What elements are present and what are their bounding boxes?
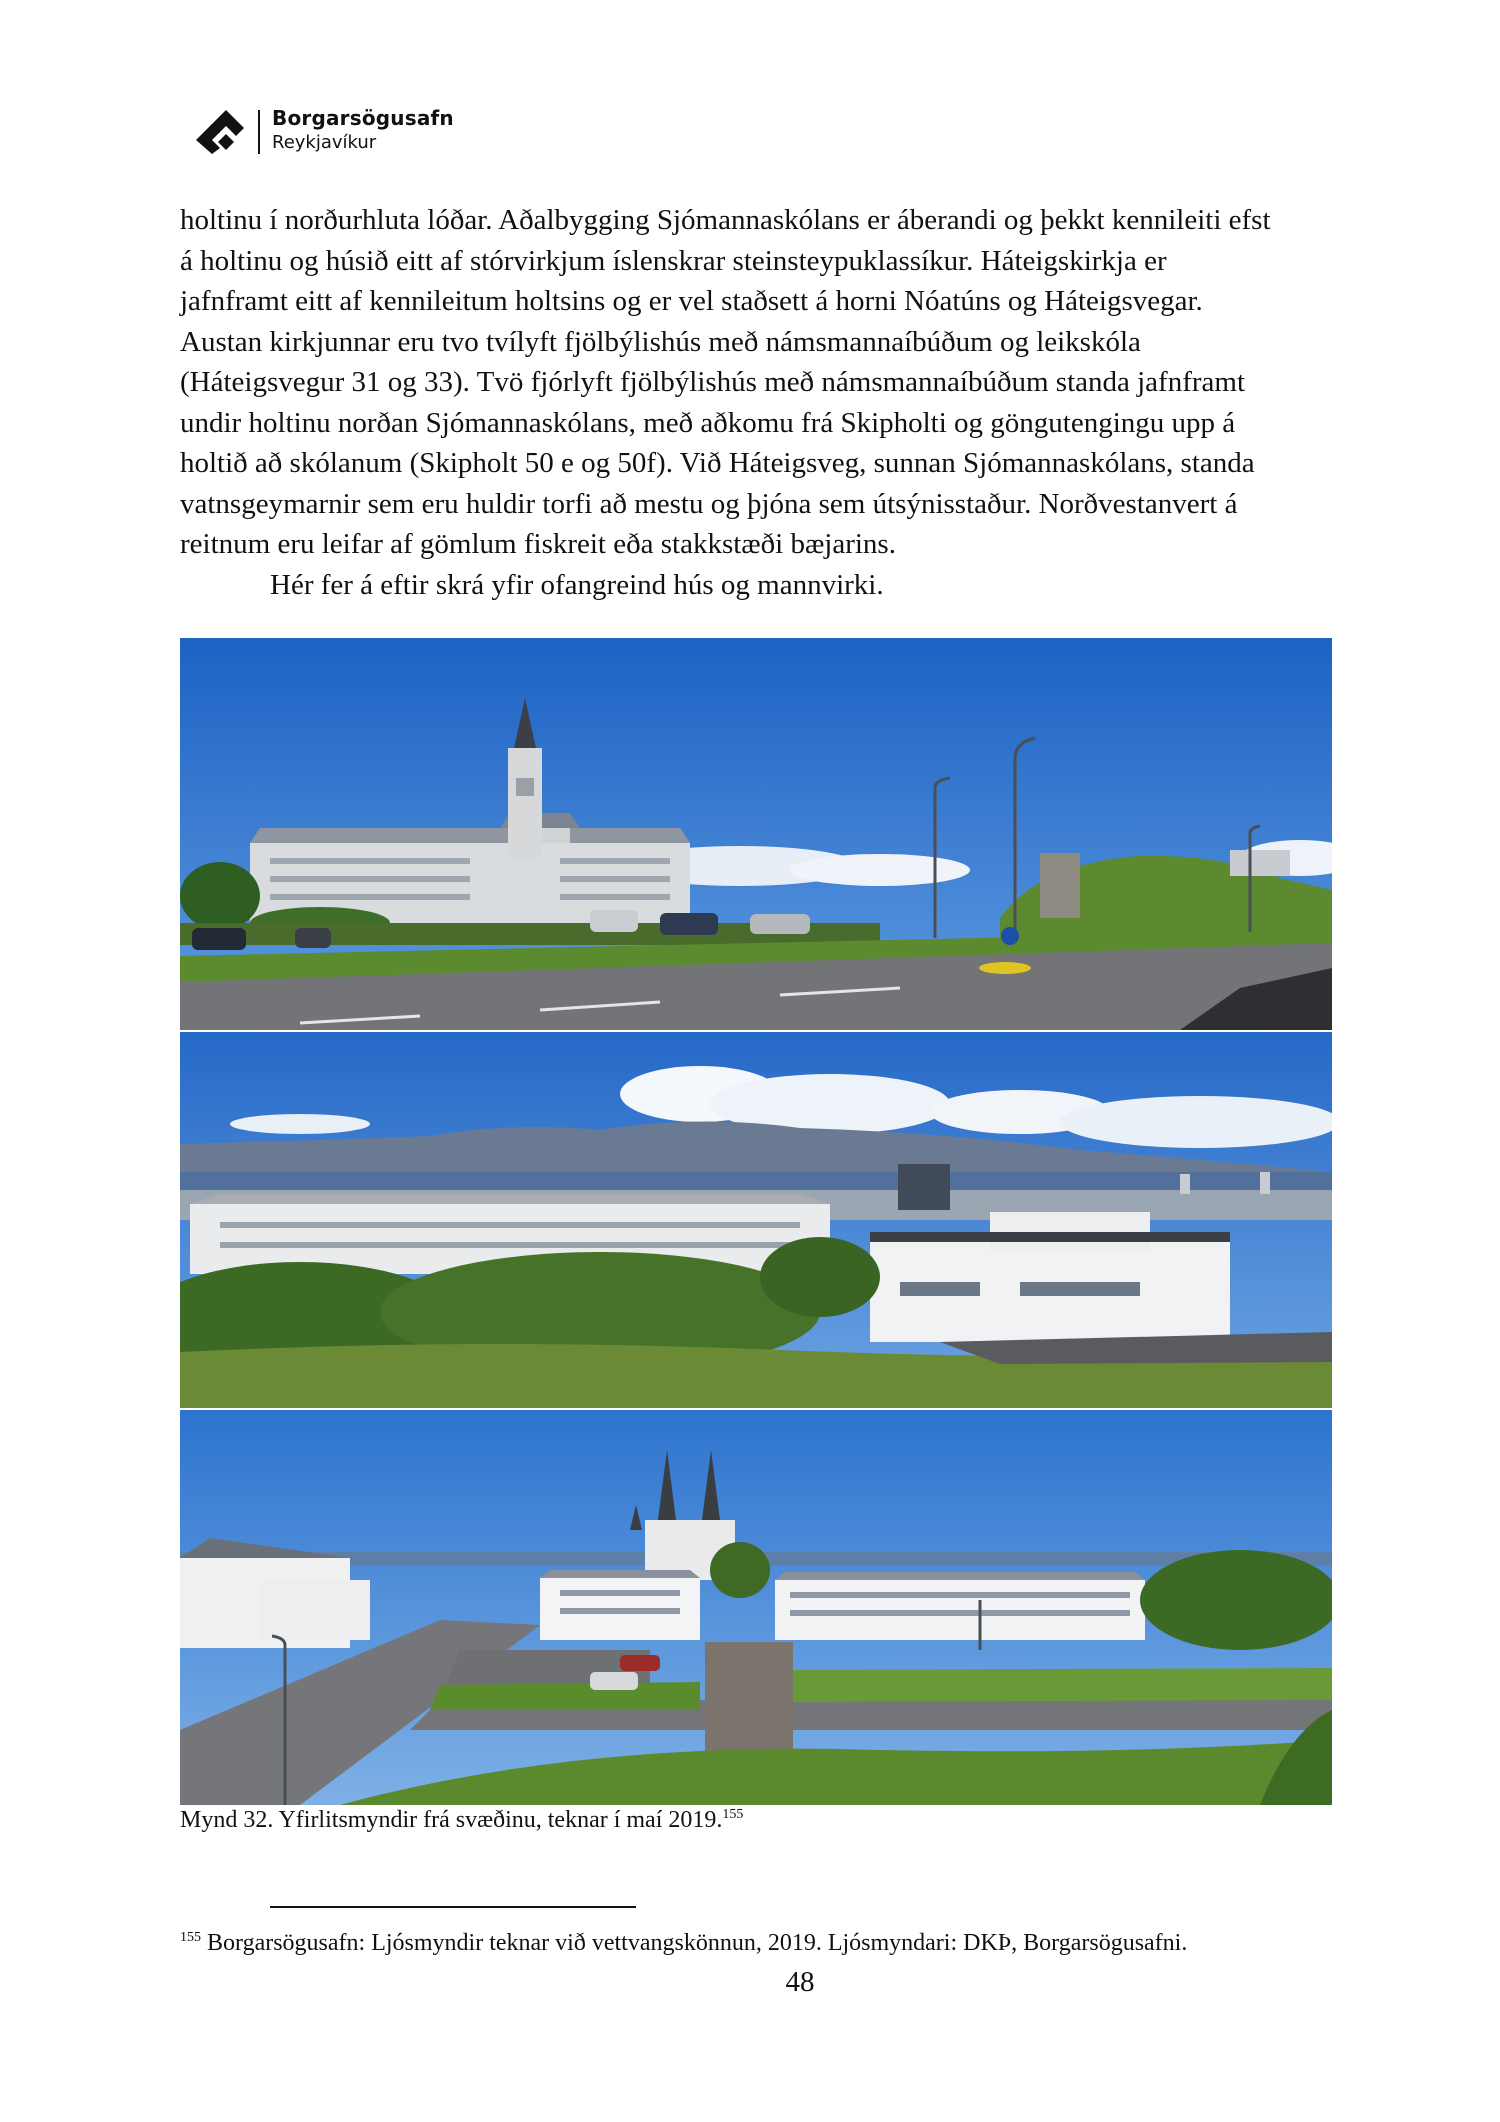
- logo-subtitle: Reykjavíkur: [272, 132, 377, 153]
- logo-divider: [258, 110, 260, 154]
- photo-panorama-mountains: [180, 1032, 1332, 1408]
- body-line: undir holtinu norðan Sjómannaskólans, með aðkomu frá Skipholti og göngutengingu upp á: [180, 406, 1236, 439]
- body-line: vatnsgeymarnir sem eru huldir torfi að mestu og þjóna sem útsýnisstaður. Norðvestanvert á: [180, 487, 1238, 520]
- body-line: jafnframt eitt af kennileitum holtsins og er vel staðsett á horni Nóatúns og Háteigsvegar.: [180, 285, 1203, 317]
- body-line: (Háteigsvegur 31 og 33). Tvö fjórlyft fjölbýlishús með námsmannaíbúðum standa jafnframt: [180, 366, 1245, 398]
- photo-hateigskirkja-view: [180, 1410, 1332, 1805]
- body-text: [180, 200, 1340, 605]
- footnote-number: 155: [180, 1930, 201, 1945]
- body-line: á holtinu og húsið eitt af stórvirkjum íslenskrar steinsteypuklassíkur. Háteigskirkja er: [180, 244, 1167, 277]
- body-paragraph: [180, 200, 1340, 605]
- figure-caption: [180, 1807, 743, 1834]
- caption-footnote-ref: 155: [722, 1807, 744, 1822]
- logo-name: Borgarsögusafn: [272, 106, 454, 130]
- footnote-text: Borgarsögusafn: Ljósmyndir teknar við vettvangskönnun, 2019. Ljósmyndari: DKÞ, Borgarsögusafni.: [201, 1930, 1188, 1956]
- caption-text: Mynd 32. Yfirlitsmyndir frá svæðinu, teknar í maí 2019.: [180, 1807, 723, 1833]
- footnote: [180, 1930, 1187, 1957]
- body-line: Austan kirkjunnar eru tvo tvílyft fjölbýlishús með námsmannaíbúðum og leikskóla: [180, 325, 1141, 358]
- page-number: 48: [785, 1966, 815, 1998]
- body-line: holtið að skólanum (Skipholt 50 e og 50f). Við Háteigsveg, sunnan Sjómannaskólans, standa: [180, 447, 1255, 479]
- photo-school-and-water-tanks: [180, 638, 1332, 1030]
- footnote-separator: [270, 1906, 636, 1908]
- borgarsogusafn-logo: [196, 104, 456, 160]
- body-line: holtinu í norðurhluta lóðar. Aðalbygging Sjómannaskólans er áberandi og þekkt kennileiti efst: [180, 204, 1271, 236]
- body-line-indented: Hér fer á eftir skrá yfir ofangreind hús og mannvirki.: [270, 568, 884, 601]
- logo-chevron-icon: [196, 106, 250, 154]
- body-line: reitnum eru leifar af gömlum fiskreit eða stakkstæði bæjarins.: [180, 528, 896, 560]
